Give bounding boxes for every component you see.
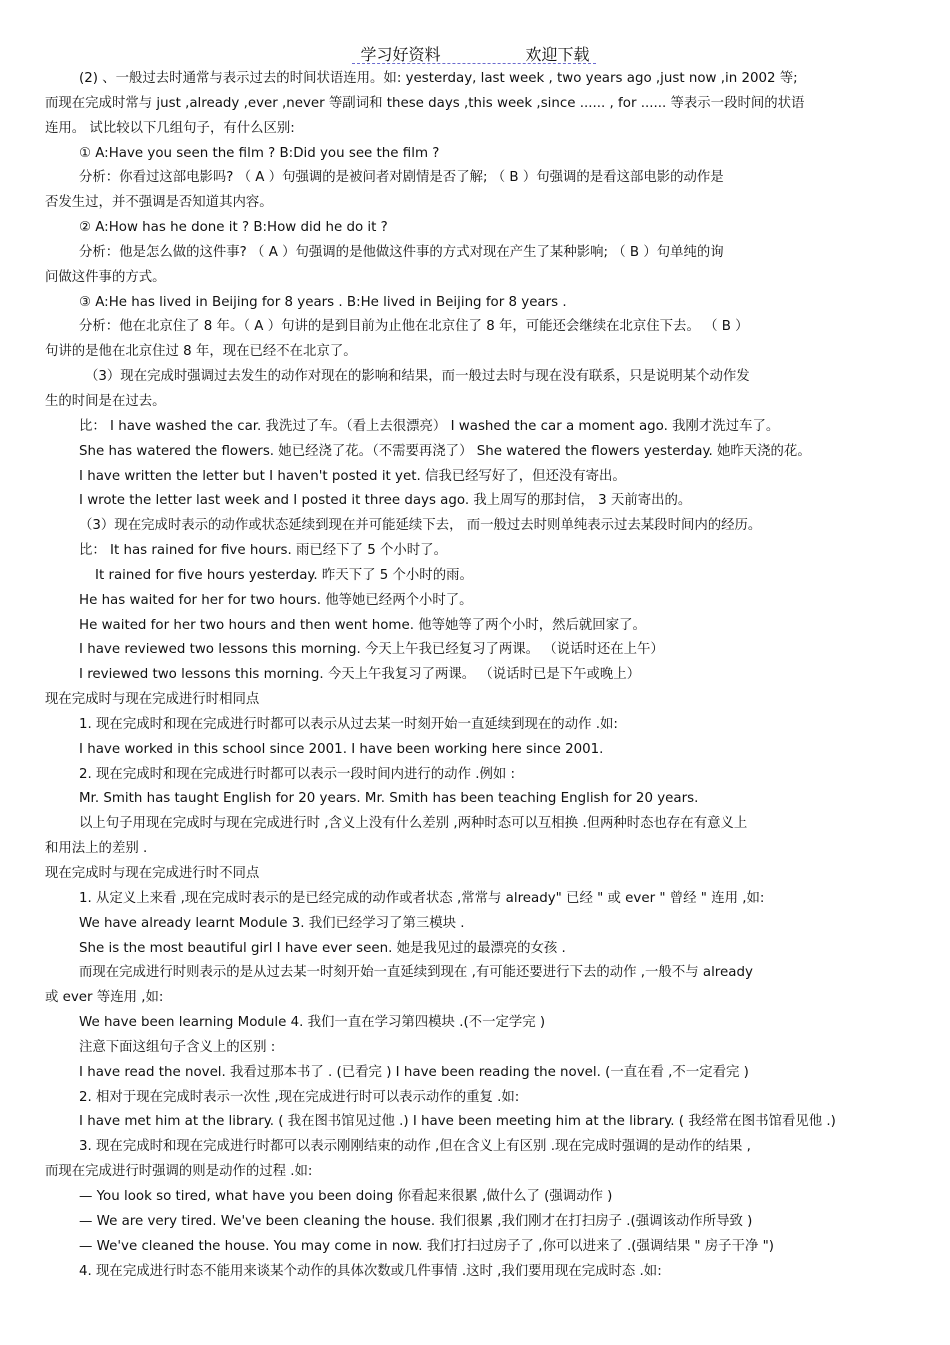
text-line: Mr. Smith has taught English for 20 years. Mr. Smith has been teaching English for 20 years. bbox=[79, 791, 699, 807]
text-line: 或 ever 等连用 ,如: bbox=[45, 990, 164, 1006]
page-header bbox=[0, 42, 950, 65]
text-line: We have already learnt Module 3. 我们已经学习了第三模块 . bbox=[79, 915, 465, 931]
text-line: 1. 现在完成时和现在完成进行时都可以表示从过去某一时刻开始一直延续到现在的动作 .如: bbox=[79, 716, 618, 732]
text-line: 4. 现在完成进行时态不能用来谈某个动作的具体次数或几件事情 .这时 ,我们要用现在完成时态 .如: bbox=[79, 1263, 662, 1279]
text-line: I have reviewed two lessons this morning. 今天上午我已经复习了两课。 （说话时还在上午） bbox=[79, 642, 664, 658]
text-line: 分析：他在北京住了 8 年。（ A ）句讲的是到目前为止他在北京住了 8 年，可能还会继续在北京住下去。 （ B ） bbox=[79, 319, 749, 335]
text-line: 问做这件事的方式。 bbox=[45, 269, 166, 285]
text-line: ① A:Have you seen the film ? B:Did you see the film ? bbox=[79, 145, 440, 161]
text-line: 1. 从定义上来看 ,现在完成时表示的是已经完成的动作或者状态 ,常常与 already" 已经 " 或 ever " 曾经 " 连用 ,如: bbox=[79, 890, 765, 906]
text-line: I have met him at the library. ( 我在图书馆见过他 .) I have been meeting him at the library. ( 我经常在图书馆看见他 .) bbox=[79, 1114, 836, 1130]
header-left-text: 学习好资料 bbox=[360, 45, 441, 64]
text-line: ③ A:He has lived in Beijing for 8 years . B:He lived in Beijing for 8 years . bbox=[79, 294, 567, 310]
text-line: I wrote the letter last week and I posted it three days ago. 我上周写的那封信， 3 天前寄出的。 bbox=[79, 493, 692, 509]
text-line: 而现在完成进行时则表示的是从过去某一时刻开始一直延续到现在 ,有可能还要进行下去的动作 ,一般不与 already bbox=[79, 965, 753, 981]
text-line: 分析：你看过这部电影吗? （ A ）句强调的是被问者对剧情是否了解; （ B ）句强调的是看这部电影的动作是 bbox=[79, 170, 724, 186]
header-dashed-underline bbox=[352, 63, 596, 64]
text-line: (2) 、一般过去时通常与表示过去的时间状语连用。如: yesterday, last week , two years ago ,just now ,in 2002 等; bbox=[79, 71, 798, 86]
text-line: — We've cleaned the house. You may come in now. 我们打扫过房子了 ,你可以进来了 .(强调结果 " 房子干净 ") bbox=[79, 1238, 774, 1254]
text-line: （3）现在完成时表示的动作或状态延续到现在并可能延续下去， 而一般过去时则单纯表示过去某段时间内的经历。 bbox=[79, 518, 762, 534]
document-body bbox=[45, 67, 907, 1284]
text-line: I have read the novel. 我看过那本书了 . (已看完 ) I have been reading the novel. (一直在看 ,不一定看完 ) bbox=[79, 1064, 749, 1080]
text-line: 否发生过，并不强调是否知道其内容。 bbox=[45, 195, 273, 211]
text-line: She has watered the flowers. 她已经浇了花。（不需要再浇了） She watered the flowers yesterday. 她昨天浇的花。 bbox=[79, 443, 811, 459]
text-line: 2. 相对于现在完成时表示一次性 ,现在完成进行时可以表示动作的重复 .如: bbox=[79, 1089, 520, 1105]
text-line: 生的时间是在过去。 bbox=[45, 393, 166, 409]
text-line: 以上句子用现在完成时与现在完成进行时 ,含义上没有什么差别 ,两种时态可以互相换 .但两种时态也存在有意义上 bbox=[79, 816, 748, 832]
text-line: 2. 现在完成时和现在完成进行时都可以表示一段时间内进行的动作 .例如 : bbox=[79, 766, 516, 782]
text-line: 而现在完成进行时强调的则是动作的过程 .如: bbox=[45, 1164, 313, 1180]
text-line: （3）现在完成时强调过去发生的动作对现在的影响和结果，而一般过去时与现在没有联系，只是说明某个动作发 bbox=[85, 369, 750, 385]
text-line: ② A:How has he done it ? B:How did he do it ? bbox=[79, 220, 388, 236]
text-line: 比： It has rained for five hours. 雨已经下了 5 个小时了。 bbox=[79, 543, 447, 559]
text-line: We have been learning Module 4. 我们一直在学习第四模块 .(不一定学完 ) bbox=[79, 1015, 546, 1031]
text-line: 和用法上的差别 . bbox=[45, 841, 148, 857]
text-line: 分析：他是怎么做的这件事? （ A ）句强调的是他做这件事的方式对现在产生了某种影响; （ B ）句单纯的询 bbox=[79, 244, 724, 260]
text-line: 连用。 试比较以下几组句子，有什么区别: bbox=[45, 120, 295, 136]
text-line: 注意下面这组句子含义上的区别 : bbox=[79, 1039, 276, 1055]
text-line: I have worked in this school since 2001. I have been working here since 2001. bbox=[79, 741, 604, 757]
header-right-text: 欢迎下载 bbox=[525, 45, 590, 64]
text-line: It rained for five hours yesterday. 昨天下了 5 个小时的雨。 bbox=[95, 567, 473, 583]
section-heading: 现在完成时与现在完成进行时相同点 bbox=[45, 692, 260, 708]
text-line: I have written the letter but I haven't posted it yet. 信我已经写好了，但还没有寄出。 bbox=[79, 468, 626, 484]
text-line: He has waited for her for two hours. 他等她已经两个小时了。 bbox=[79, 592, 473, 608]
text-line: She is the most beautiful girl I have ever seen. 她是我见过的最漂亮的女孩 . bbox=[79, 940, 566, 956]
text-line: 比： I have washed the car. 我洗过了车。（看上去很漂亮） I washed the car a moment ago. 我刚才洗过车了。 bbox=[79, 418, 780, 434]
text-line: — We are very tired. We've been cleaning the house. 我们很累 ,我们刚才在打扫房子 .(强调该动作所导致 ) bbox=[79, 1213, 753, 1229]
text-line: 3. 现在完成时和现在完成进行时都可以表示刚刚结束的动作 ,但在含义上有区别 .现在完成时强调的是动作的结果 , bbox=[79, 1139, 751, 1155]
text-line: 而现在完成时常与 just ,already ,ever ,never 等副词和 these days ,this week ,since ...... , for ...... 等表示一段时间的状语 bbox=[45, 95, 805, 111]
section-heading: 现在完成时与现在完成进行时不同点 bbox=[45, 866, 260, 881]
text-line: — You look so tired, what have you been doing 你看起来很累 ,做什么了 (强调动作 ) bbox=[79, 1188, 613, 1204]
text-line: I reviewed two lessons this morning. 今天上午我复习了两课。 （说话时已是下午或晚上） bbox=[79, 667, 641, 683]
text-line: He waited for her two hours and then went home. 他等她等了两个小时，然后就回家了。 bbox=[79, 617, 646, 633]
text-line: 句讲的是他在北京住过 8 年，现在已经不在北京了。 bbox=[45, 344, 357, 360]
